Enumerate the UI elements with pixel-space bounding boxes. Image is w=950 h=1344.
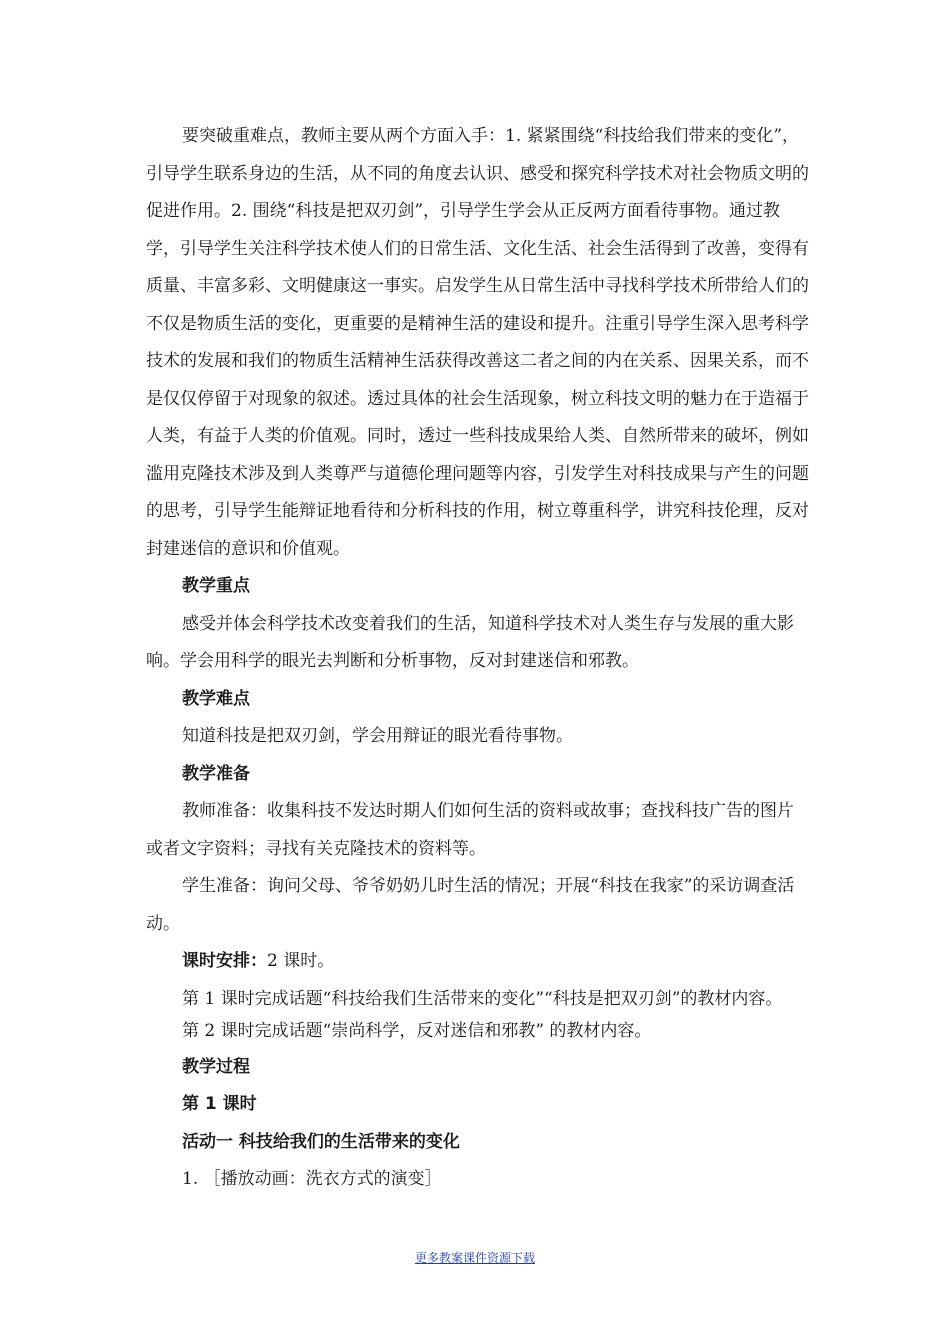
schedule-value: 2 课时。 — [267, 951, 335, 971]
lesson1-plan-text: 第 1 课时完成话题“科技给我们生活带来的变化”“科技是把双刃剑”的教材内容。 — [182, 988, 783, 1009]
intro-paragraph: 要突破重难点，教师主要从两个方面入手：1. 紧紧围绕“科技给我们带来的变化”，引导学生联系身边的生活，从不同的角度去认识、感受和探究科学技术对社会物质文明的促进作用。2. 围绕“科技是把双刃剑”，引导学生学会从正反两方面看待事物。通过教学，引导学生关注科学技术使人们的日常生活、文化生活、社会生活得到了改善，变得有质量、丰富多彩、文明健康这一事实。启发学生从日常生活中寻找科学技术所带给人们的不仅是物质生活的变化，更重要的是精神生活的建设和提升。注重引导学生深入思考科学技术的发展和我们的物质生活精神生活获得改善这二者之间的内在关系、因果关系，而不是仅仅停留于对现象的叙述。透过具体的社会生活现象，树立科技文明的魅力在于造福于人类，有益于人类的价值观。同时，透过一些科技成果给人类、自然所带来的破坏，例如滥用克隆技术涉及到人类尊严与道德伦理问题等内容，引发学生对科技成果与产生的问题的思考，引导学生能辩证地看待和分析科技的作用，树立尊重科学，讲究科技伦理，反对封建迷信的意识和价值观。 — [146, 126, 809, 559]
teacher-prep-text: 教师准备：收集科技不发达时期人们如何生活的资料或故事；查找科技广告的图片或者文字资料；寻找有关克隆技术的资料等。 — [146, 801, 794, 859]
document-body — [146, 118, 810, 1199]
difficulties-text: 知道科技是把双刃剑，学会用辩证的眼光看待事物。 — [182, 726, 573, 746]
schedule-label: 课时安排： — [182, 951, 267, 971]
student-prep-text: 学生准备：询问父母、爷爷奶奶儿时生活的情况；开展“科技在我家”的采访调查活动。 — [146, 876, 795, 934]
process-heading: 教学过程 — [182, 1056, 250, 1077]
step1-text: 1. ［播放动画：洗衣方式的演变］ — [182, 1169, 442, 1189]
key-points-heading: 教学重点 — [182, 576, 250, 596]
activity1-heading: 活动一 科技给我们的生活带来的变化 — [182, 1131, 460, 1152]
schedule-line — [146, 943, 810, 981]
resource-download-link[interactable]: 更多教案课件资源下载 — [414, 1251, 535, 1265]
page-footer — [0, 1249, 950, 1266]
difficulties-heading: 教学难点 — [182, 688, 250, 709]
lesson1-heading: 第 1 课时 — [182, 1094, 257, 1114]
lesson2-plan-text: 第 2 课时完成话题“崇尚科学，反对迷信和邪教” 的教材内容。 — [182, 1020, 652, 1041]
key-points-text: 感受并体会科学技术改变着我们的生活，知道科学技术对人类生存与发展的重大影响。学会用科学的眼光去判断和分析事物，反对封建迷信和邪教。 — [146, 613, 794, 671]
preparation-heading: 教学准备 — [182, 763, 250, 784]
